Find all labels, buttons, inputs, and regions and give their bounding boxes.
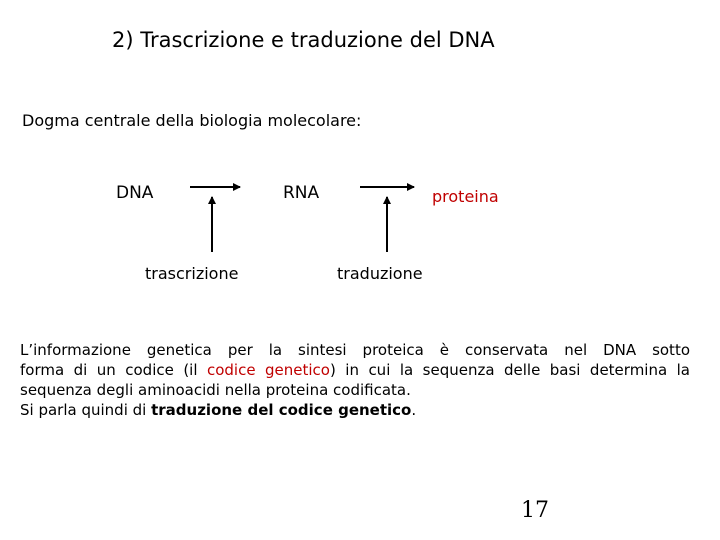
translation-genetic-code-bold: traduzione del codice genetico [151, 401, 412, 419]
node-dna: DNA [116, 183, 154, 203]
body-paragraph [20, 340, 690, 420]
paragraph-line-2 [20, 360, 690, 380]
page-number: 17 [521, 498, 549, 523]
slide-title: 2) Trascrizione e traduzione del DNA [112, 28, 495, 52]
node-rna: RNA [283, 183, 320, 203]
node-protein: proteina [432, 187, 499, 206]
line4-text-pre: Si parla quindi di [20, 401, 152, 419]
label-transcription: trascrizione [145, 264, 239, 283]
paragraph-line-1: L’informazione genetica per la sintesi proteica è conservata nel DNA sotto [20, 341, 690, 359]
line4-text-post: . [411, 401, 417, 419]
paragraph-line-3: sequenza degli aminoacidi nella proteina codificata. [20, 381, 411, 399]
label-translation: traduzione [337, 264, 423, 283]
line2-text-pre: forma di un codice (il [20, 361, 207, 379]
paragraph-line-4 [20, 400, 690, 420]
genetic-code-highlight: codice genetico [206, 361, 330, 379]
line2-text-post: ) in cui la sequenza delle basi determina la [329, 361, 690, 379]
slide-subtitle: Dogma centrale della biologia molecolare: [22, 111, 362, 130]
